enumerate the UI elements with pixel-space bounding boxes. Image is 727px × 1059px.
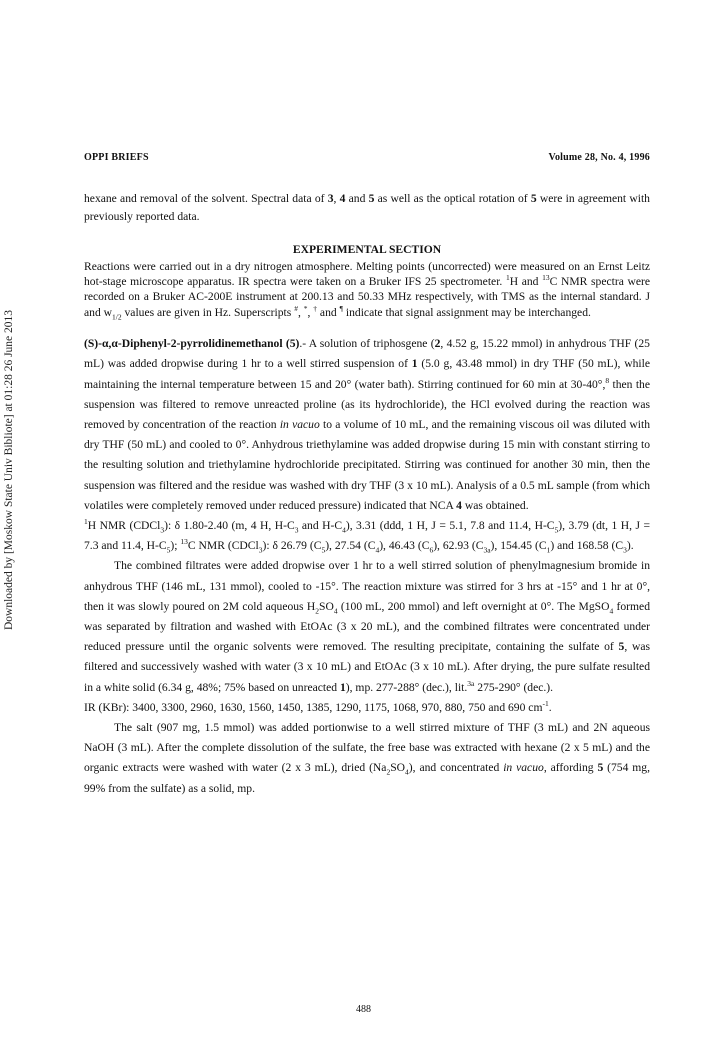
page-body: [84, 190, 650, 799]
nmr-data: $^1$H NMR (CDCl$_3$): δ 1.80-2.40 (m, 4 H, $H-C_3$ and $H-C_4$), 3.31 (ddd, 1 H, J = 5.1, 7.8 and 11.4, $H-C_5$), 3.79 (dt, 1 H, J = 7.3 and 11.4, $H-C_5$); $^{13}$C NMR (CDCl$_3$): δ 26.79 $(C_5)$, 27.54 $(C_4)$, 46.43 $(C_6)$, 62.93 $(C_{3a})$, 154.45 $(C_1)$ and 168.58 $(C_3)$.: [84, 517, 650, 555]
journal-section: OPPI BRIEFS: [84, 152, 149, 163]
section-heading: EXPERIMENTAL SECTION: [292, 243, 442, 256]
general-methods-paragraph: Reactions were carried out in a dry nitrogen atmosphere. Melting points (uncorrected) were measured on an Ernst Leitz hot-stage microscope apparatus. IR spectra were taken on a Bruker IFS 25 spectrometer. $^1$H and $^{13}$C NMR spectra were recorded on a Bruker AC-200E instrument at 200.13 and 50.33 MHz respectively, with TMS as the internal standard. J and $w_{1/2}$ values are given in Hz. Superscripts #, *, † and ¶ indicate that signal assignment may be interchanged.: [84, 259, 650, 322]
procedure-paragraph-3: The salt (907 mg, 1.5 mmol) was added portionwise to a well stirred mixture of THF (3 mL) and 2N aqueous NaOH (3 mL). After the complete dissolution of the sulfate, the free base was extracted with hexane (2 x 5 mL) and the organic extracts were washed with water (2 x 3 mL), dried $(Na_2SO_4)$, and concentrated in vacuo, affording 5 (754 mg, 99% from the sulfate) as a solid, mp.: [84, 720, 650, 795]
intro-paragraph: hexane and removal of the solvent. Spectral data of 3, 4 and 5 as well as the optical rotation of 5 were in agreement with previously reported data.: [84, 192, 650, 223]
ir-data: IR (KBr): 3400, 3300, 2960, 1630, 1560, 1450, 1385, 1290, 1175, 1068, 970, 880, 750 and 690 $cm^{-1}$.: [84, 698, 552, 714]
watermark-text: Downloaded by [Moskow State Univ Bibliote] at 01:28 26 June 2013: [3, 309, 15, 631]
page-number: 488: [356, 1004, 371, 1015]
download-watermark: [2, 170, 16, 770]
running-header: [84, 152, 650, 163]
procedure-block: [84, 334, 650, 799]
volume-info: Volume 28, No. 4, 1996: [548, 152, 650, 163]
procedure-paragraph-1: (S)-α,α-Diphenyl-2-pyrrolidinemethanol (5).- A solution of triphosgene (2, 4.52 g, 15.22 mmol) in anhydrous THF (25 mL) was added dropwise during 1 hr to a well stirred suspension of 1 (5.0 g, 43.48 mmol) in dry THF (50 mL), while maintaining the internal temperature between 15 and 20° (water bath). Stirring continued for 60 min at 30-40°,$^8$ then the suspension was filtered to remove unreacted proline (as its hydrochloride), the HCl evolved during the reaction was removed by concentration of the reaction in vacuo to a volume of 10 mL, and the remaining viscous oil was diluted with dry THF (50 mL) and cooled to 0°. Anhydrous triethylamine was added dropwise during 15 min with constant stirring to the resulting solution and triethylamine hydrochloride precipitated. Stirring was continued for another 30 min, then the suspension was filtered and the residue was washed with dry THF (3 x 10 mL). Analysis of a 0.5 mL sample (from which volatiles were completely removed under reduced pressure) indicated that NCA 4 was obtained.: [84, 337, 651, 512]
procedure-paragraph-2: The combined filtrates were added dropwise over 1 hr to a well stirred solution of phenylmagnesium bromide in anhydrous THF (146 mL, 131 mmol), cooled to -15°. The reaction mixture was stirred for 3 hrs at -15° and 1 hr at 0°, then it was slowly poured on 2M cold aqueous $H_2SO_4$ (100 mL, 200 mmol) and left overnight at 0°. The MgSO$_4$ formed was separated by filtration and washed with EtOAc (3 x 20 mL), and the combined filtrates were concentrated under reduced pressure until the organic solvents were removed. The resulting precipitate, containing the sulfate of 5, was filtered and successively washed with water (3 x 10 mL) and EtOAc (3 x 10 mL). After drying, the pure sulfate resulted in a white solid (6.34 g, 48%; 75% based on unreacted 1), mp. 277-288° (dec.), lit.$^{3a}$ 275-290° (dec.).: [84, 559, 650, 694]
compound-title: (S)-α,α-Diphenyl-2-pyrrolidinemethanol (5): [84, 337, 300, 351]
